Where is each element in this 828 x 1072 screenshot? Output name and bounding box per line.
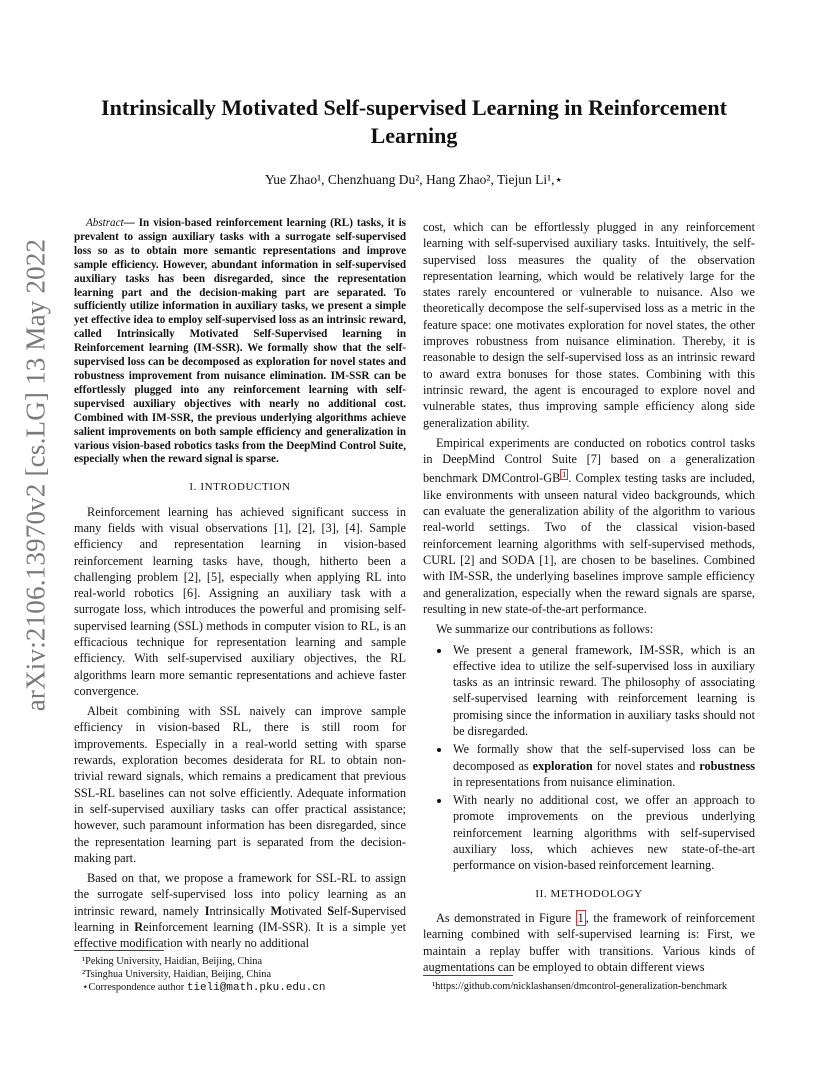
- arxiv-stamp: arXiv:2106.13970v2 [cs.LG] 13 May 2022: [20, 238, 51, 712]
- footnote-rule: [423, 975, 513, 976]
- url-footnote[interactable]: ¹https://github.com/nicklashansen/dmcontrol-generalization-benchmark: [432, 981, 728, 992]
- author-email[interactable]: tieli@math.pku.edu.cn: [186, 982, 326, 995]
- intro-paragraph: We summarize our contributions as follows:: [436, 622, 654, 637]
- footnote-rule: [74, 950, 164, 951]
- section-heading-methodology: II. METHODOLOGY: [535, 887, 643, 900]
- affiliation-footnotes: [82, 955, 412, 996]
- contribution-item: • With nearly no additional cost, we offer an approach to promote improvements on the previous underlying reinforcement learning algorithms with self-supervised auxiliary loss, which achieves new state-of-the-art performance on vision-based reinforcement learning.: [451, 792, 755, 873]
- left-column: [74, 217, 406, 956]
- intro-paragraph: Reinforcement learning has achieved significant success in many fields with visual observations [1], [2], [3], [4]. Sample efficiency and representation learning in vision-based reinforcement learning tasks have, though, hitherto been a challenging problem [2], [5], especially when applying RL into real-world robotics [6]. Assigning an auxiliary task with a surrogate loss, which introduces the powerful and promising self-supervised learning (SSL) methods in computer vision to RL, is an efficacious technique for representation learning and sample efficiency. With self-supervised auxiliary objectives, the RL algorithms learn more semantic representations and achieve faster convergence.: [74, 504, 406, 698]
- abstract-text: — In vision-based reinforcement learning (RL) tasks, it is prevalent to assign auxiliary tasks with a surrogate self-supervised loss so as to obtain more semantic representations and improve sample efficiency. However, abundant information in self-supervised auxiliary tasks has been disregarded, since the representation learning part and the decision-making part are separated. To sufficiently utilize information in auxiliary tasks, we present a simple yet effective idea to employ self-supervised loss as an intrinsic reward, called Intrinsically Motivated Self-Supervised learning in Reinforcement learning (IM-SSR). We formally show that the self-supervised loss can be decomposed as exploration for novel states and robustness improvement from nuisance elimination. IM-SSR can be effortlessly plugged into any reinforcement learning with self-supervised auxiliary objectives with nearly no additional cost. Combined with IM-SSR, the previous underlying algorithms achieve salient improvements on both sample efficiency and generalization in various vision-based robotics tasks from the DeepMind Control Suite, especially when the reward signal is sparse.: [74, 217, 406, 466]
- author-list: Yue Zhao¹, Chenzhuang Du², Hang Zhao², Tiejun Li¹,⋆: [265, 172, 563, 187]
- section-heading-introduction: I. INTRODUCTION: [189, 481, 291, 494]
- footnote-affiliation-1: ¹Peking University, Haidian, Beijing, China: [82, 956, 263, 967]
- contribution-list: [423, 642, 755, 874]
- intro-paragraph: Empirical experiments are conducted on robotics control tasks in DeepMind Control Suite [7] based on a generalization benchmark DMControl-GB $^1$ . Complex testing tasks are included, like environments with unseen natural video backgrounds, which can evaluate the generalization ability of the algorithm to various real-world settings. Two of the classical vision-based reinforcement learning algorithms with self-supervised methods, CURL [2] and SODA [1], are chosen to be baselines. Combined with IM-SSR, the underlying baselines improve sample efficiency and generalization, especially when the reward signals are sparse, resulting in new state-of-the-art performance.: [423, 435, 755, 616]
- footnote-link[interactable]: 1: [562, 470, 567, 480]
- intro-paragraph: cost, which can be effortlessly plugged in any reinforcement learning with self-supervised auxiliary tasks. Intuitively, the self-supervised loss measures the quality of the observation representation learning, which would be relatively large for the states rarely encountered or vulnerable to nuisance. Also we theoretically decompose the self-supervised loss as a metric in the feature space: one motivates exploration for novel states, the other improves robustness from nuisance elimination. Thereby, it is reasonable to design the self-supervised loss as an intrinsic reward to award extra bonuses for those states. Combining with this intrinsic reward, the agent is encouraged to explore novel and vulnerable states, thus improving sample efficiency along side generalization ability.: [423, 220, 755, 430]
- right-column: [423, 219, 755, 979]
- contribution-item: • We present a general framework, IM-SSR, which is an effective idea to utilize the self-supervised loss in auxiliary tasks as an intrinsic reward. The philosophy of associating self-supervised learning with reinforcement learning is promising since the information in auxiliary tasks should not be disregarded.: [451, 642, 755, 740]
- contribution-item: • We formally show that the self-supervised loss can be decomposed as exploration for novel states and robustness in representations from nuisance elimination.: [451, 741, 755, 790]
- method-paragraph: As demonstrated in Figure 1 , the framework of reinforcement learning combined with self-supervised learning is: First, we maintain a replay buffer with transitions. Various kinds of augmentations can be employed to obtain different views: [423, 910, 755, 974]
- intro-paragraph: Albeit combining with SSL naively can improve sample efficiency in vision-based RL, there is still room for improvements. Especially in a real-world setting with sparse rewards, exploration becomes desiderata for RL to obtain non-trivial reward signals, which remains a predicament that previous SSL-RL baselines can not solve efficiently. Adequate information in self-supervised auxiliary tasks can offer practical assistance; however, such paramount information has been disregarded, since the representation learning part is separated from the decision-making part.: [74, 704, 406, 865]
- footnote-affiliation-2: ²Tsinghua University, Haidian, Beijing, China: [82, 969, 272, 981]
- intro-paragraph: Based on that, we propose a framework for SSL-RL to assign the surrogate self-supervised loss into policy learning as an intrinsic reward, namely Intrinsically Motivated Self-Supervised learning in Reinforcement learning (IM-SSR). It is a simple yet effective modification with nearly no additional: [74, 871, 406, 951]
- footnote-correspondence: ⋆Correspondence author tieli@math.pku.edu.cn: [82, 982, 326, 995]
- abstract: [74, 217, 406, 467]
- figure-link[interactable]: 1: [577, 910, 584, 925]
- paper-title: Intrinsically Motivated Self-supervised Learning in Reinforcement Learning: [101, 95, 727, 148]
- abstract-label: Abstract: [86, 217, 124, 229]
